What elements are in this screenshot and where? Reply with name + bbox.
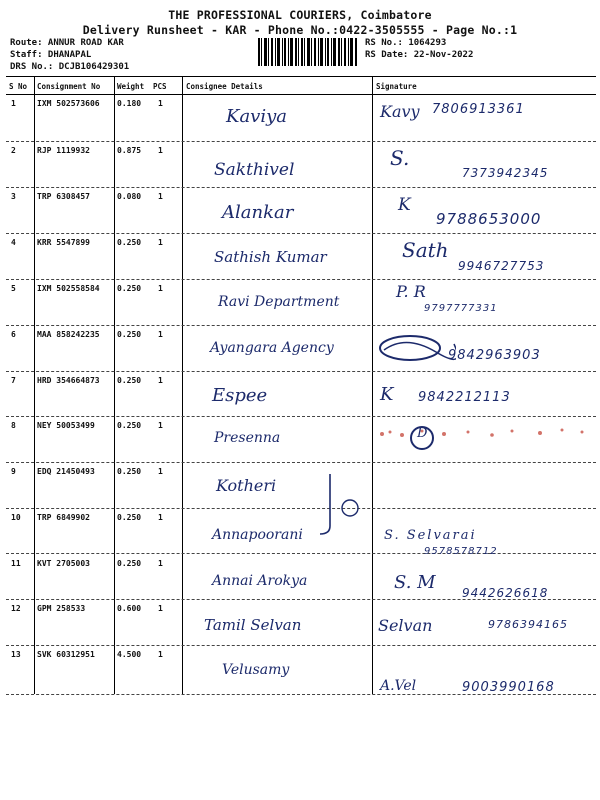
row-signature: S. M xyxy=(394,572,436,593)
row-consignee: Annai Arokya xyxy=(212,573,308,589)
header-bottom-border xyxy=(6,94,596,95)
row-phone: 7373942345 xyxy=(462,166,549,180)
row-pcs: 1 xyxy=(158,650,163,659)
row-weight: 0.875 xyxy=(117,146,142,155)
row-consignment: KRR 5547899 xyxy=(37,238,90,247)
row-phone: 9788653000 xyxy=(436,210,542,228)
row-phone: 7806913361 xyxy=(432,102,525,117)
row-weight: 0.250 xyxy=(117,376,142,385)
row-pcs: 1 xyxy=(158,467,163,476)
row-consignee: Ayangara Agency xyxy=(210,340,334,356)
row-pcs: 1 xyxy=(158,284,163,293)
row-weight: 0.250 xyxy=(117,513,142,522)
row-pcs: 1 xyxy=(158,192,163,201)
stamp-smudge xyxy=(372,420,596,454)
route-label: Route: ANNUR ROAD KAR xyxy=(10,38,124,48)
rs-date: RS Date: 22-Nov-2022 xyxy=(365,50,474,60)
row-signature: S. xyxy=(390,146,410,170)
column-header-consignee: Consignee Details xyxy=(186,82,263,91)
column-header-pcs: PCS xyxy=(153,82,167,91)
column-header-weight: Weight xyxy=(117,82,145,91)
row-signature: S. Selvarai xyxy=(384,528,477,543)
row-sno: 8 xyxy=(11,421,16,430)
row-separator xyxy=(6,279,596,280)
row-consignment: RJP 1119932 xyxy=(37,146,90,155)
row-sno: 7 xyxy=(11,376,16,385)
row-weight: 4.500 xyxy=(117,650,142,659)
column-divider xyxy=(34,76,35,694)
row-sno: 3 xyxy=(11,192,16,201)
row-consignment: KVT 2705003 xyxy=(37,559,90,568)
drs-number: DRS No.: DCJB106429301 xyxy=(10,62,130,72)
row-consignment: HRD 354664873 xyxy=(37,376,100,385)
row-separator xyxy=(6,233,596,234)
row-weight: 0.180 xyxy=(117,99,142,108)
bracket-mark xyxy=(300,470,362,540)
row-weight: 0.600 xyxy=(117,604,142,613)
column-header-consignment: Consignment No xyxy=(37,82,101,91)
row-weight: 0.250 xyxy=(117,284,142,293)
row-signature: D xyxy=(417,426,428,441)
row-sno: 5 xyxy=(11,284,16,293)
row-pcs: 1 xyxy=(158,376,163,385)
row-signature: K xyxy=(398,195,411,215)
row-phone: 9786394165 xyxy=(488,618,568,631)
row-consignment: TRP 6849902 xyxy=(37,513,90,522)
row-separator xyxy=(6,187,596,188)
row-sno: 9 xyxy=(11,467,16,476)
row-sno: 10 xyxy=(11,513,21,522)
row-phone: 9578578712 xyxy=(424,546,498,557)
row-phone: 9442626618 xyxy=(462,586,549,600)
barcode-graphic xyxy=(258,38,358,66)
row-phone: 9946727753 xyxy=(458,259,545,273)
row-signature: K xyxy=(380,384,394,405)
row-consignee: Velusamy xyxy=(222,662,290,678)
table-top-border xyxy=(6,76,596,77)
row-phone: 9003990168 xyxy=(462,680,555,695)
row-separator xyxy=(6,141,596,142)
row-signature: Kavy xyxy=(380,102,420,121)
row-pcs: 1 xyxy=(158,559,163,568)
row-weight: 0.250 xyxy=(117,330,142,339)
row-pcs: 1 xyxy=(158,330,163,339)
row-sno: 4 xyxy=(11,238,16,247)
column-divider xyxy=(372,76,373,694)
staff-label: Staff: DHANAPAL xyxy=(10,50,92,60)
row-sno: 13 xyxy=(11,650,21,659)
row-sno: 2 xyxy=(11,146,16,155)
row-consignee: Sathish Kumar xyxy=(214,248,327,266)
row-signature: Selvan xyxy=(378,616,433,635)
signature-scribble xyxy=(376,330,456,366)
row-consignee: Presenna xyxy=(214,430,281,446)
row-separator xyxy=(6,416,596,417)
barcode xyxy=(258,38,358,66)
column-divider xyxy=(182,76,183,694)
row-consignee: Sakthivel xyxy=(214,160,295,180)
row-phone: 9842963903 xyxy=(448,348,541,363)
row-consignment: EDQ 21450493 xyxy=(37,467,95,476)
row-consignee: Annapoorani xyxy=(212,527,303,543)
row-separator xyxy=(6,325,596,326)
row-consignment: GPM 258533 xyxy=(37,604,86,613)
row-weight: 0.250 xyxy=(117,467,142,476)
row-phone: 9842212113 xyxy=(418,390,511,405)
row-consignment: IXM 502573606 xyxy=(37,99,100,108)
row-separator xyxy=(6,462,596,463)
row-consignee: Ravi Department xyxy=(218,294,340,310)
row-pcs: 1 xyxy=(158,421,163,430)
row-pcs: 1 xyxy=(158,99,163,108)
row-consignment: SVK 60312951 xyxy=(37,650,95,659)
column-header-sno: S No xyxy=(9,82,28,91)
company-title: THE PROFESSIONAL COURIERS, Coimbatore xyxy=(168,8,432,22)
row-consignee: Kotheri xyxy=(216,476,277,495)
row-separator xyxy=(6,553,596,554)
row-consignment: IXM 502558584 xyxy=(37,284,100,293)
row-consignment: MAA 858242235 xyxy=(37,330,100,339)
row-consignee: Kaviya xyxy=(226,106,288,127)
row-consignment: NEY 50053499 xyxy=(37,421,95,430)
row-separator xyxy=(6,645,596,646)
runsheet-title: Delivery Runsheet - KAR - Phone No.:0422-3505555 - Page No.:1 xyxy=(82,23,518,37)
row-pcs: 1 xyxy=(158,238,163,247)
row-pcs: 1 xyxy=(158,146,163,155)
row-consignee: Alankar xyxy=(222,202,294,223)
row-phone: 9797777331 xyxy=(424,303,498,314)
rs-number: RS No.: 1064293 xyxy=(365,38,447,48)
column-header-signature: Signature xyxy=(376,82,417,91)
row-pcs: 1 xyxy=(158,513,163,522)
row-sno: 12 xyxy=(11,604,21,613)
row-consignment: TRP 6308457 xyxy=(37,192,90,201)
row-pcs: 1 xyxy=(158,604,163,613)
row-weight: 0.250 xyxy=(117,421,142,430)
row-consignee: Tamil Selvan xyxy=(204,616,302,634)
row-weight: 0.080 xyxy=(117,192,142,201)
column-divider xyxy=(114,76,115,694)
row-signature: A.Vel xyxy=(380,678,417,694)
row-consignee: Espee xyxy=(212,385,268,406)
row-signature: P. R xyxy=(396,282,426,301)
row-weight: 0.250 xyxy=(117,559,142,568)
row-sno: 11 xyxy=(11,559,21,568)
row-separator xyxy=(6,371,596,372)
row-sno: 1 xyxy=(11,99,16,108)
row-signature: Sath xyxy=(402,238,449,262)
row-sno: 6 xyxy=(11,330,16,339)
row-weight: 0.250 xyxy=(117,238,142,247)
